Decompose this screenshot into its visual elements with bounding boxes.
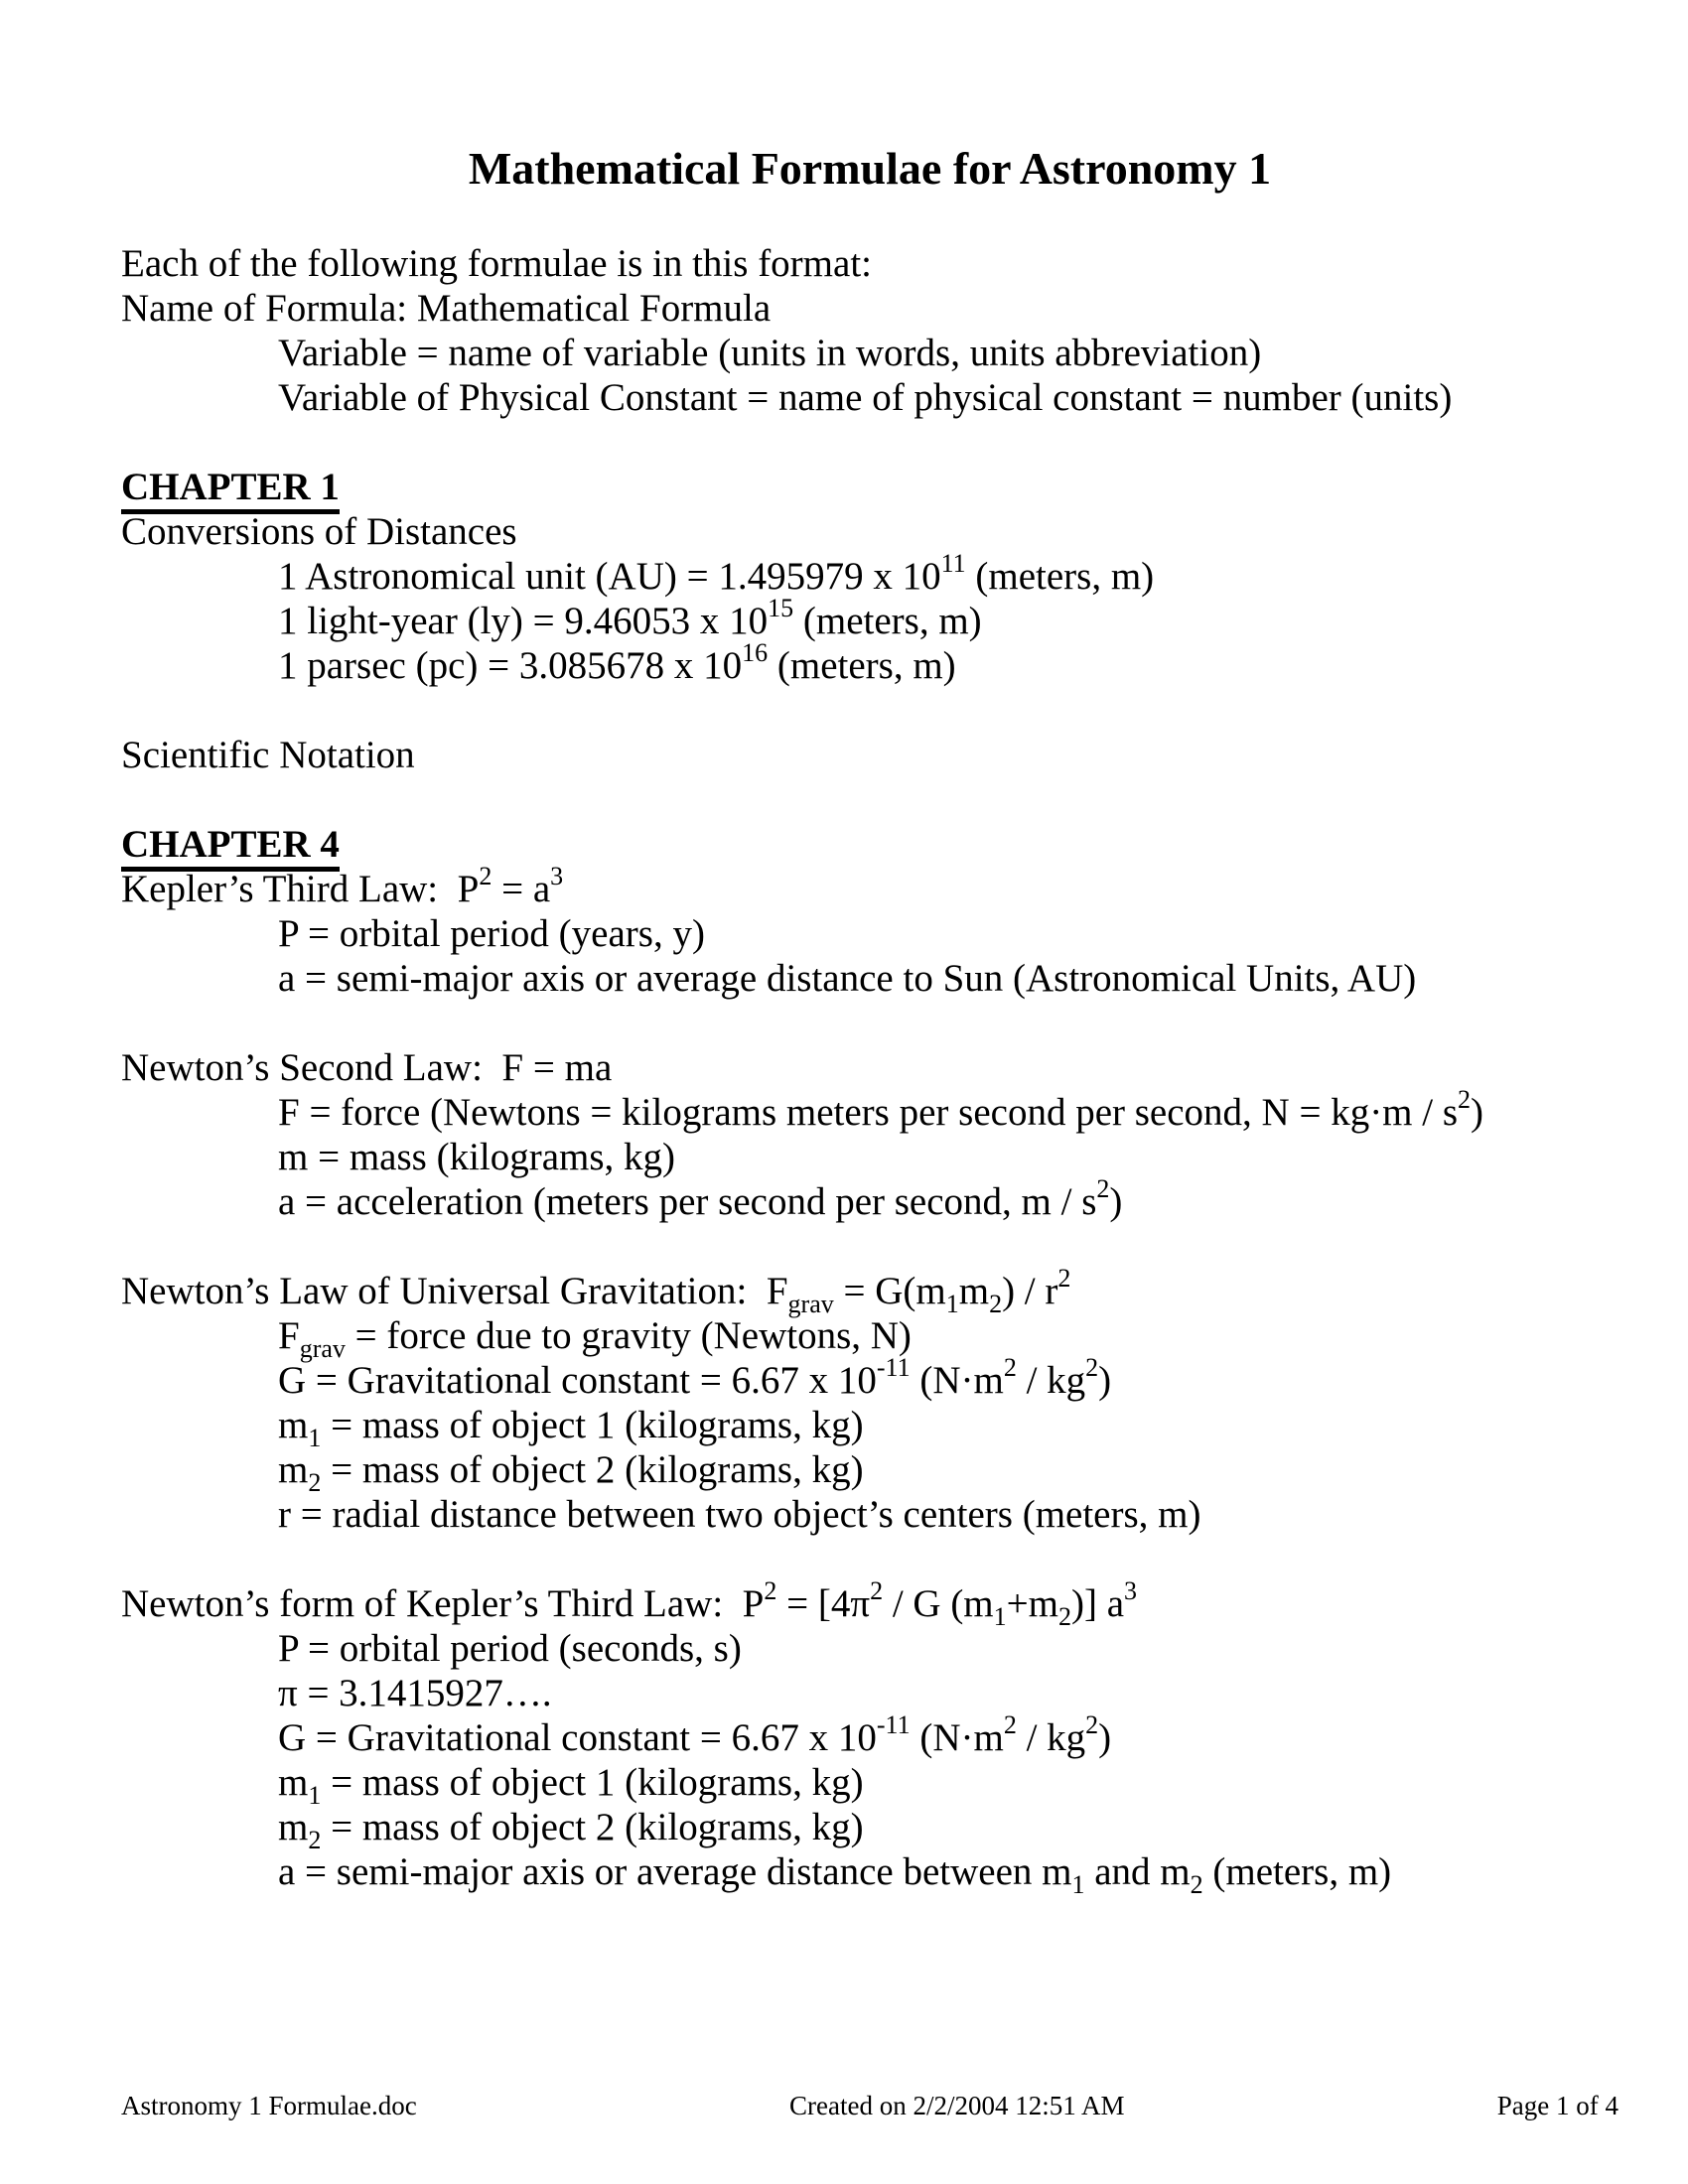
text-line xyxy=(121,1174,1618,1224)
text-run: m xyxy=(278,1806,309,1848)
text-run: (meters, m) xyxy=(965,555,1155,598)
text-run: 1 Astronomical unit (AU) = 1.495979 x 10 xyxy=(278,555,941,598)
chapter-heading xyxy=(121,822,1618,867)
text-run: = G(m xyxy=(833,1270,946,1312)
subscript: 1 xyxy=(1071,1870,1085,1899)
subscript: 1 xyxy=(308,1781,322,1810)
text-line xyxy=(121,1135,1618,1179)
text-line xyxy=(121,1671,1618,1715)
text-line xyxy=(121,1849,1618,1899)
subscript: grav xyxy=(787,1290,834,1318)
text-run: a = semi-major axis or average distance between m xyxy=(278,1850,1072,1893)
text-line xyxy=(121,1313,1618,1363)
text-run: / kg xyxy=(1016,1359,1086,1402)
text-run: a = semi-major axis or average distance to Sun (Astronomical Units, AU) xyxy=(278,957,1417,1000)
text-run: Name of Formula: Mathematical Formula xyxy=(121,287,772,330)
paragraph xyxy=(121,509,1618,688)
text-line xyxy=(121,549,1618,599)
text-line xyxy=(121,1805,1618,1854)
text-run: Variable of Physical Constant = name of physical constant = number (units) xyxy=(278,376,1453,419)
text-line xyxy=(121,375,1618,420)
paragraph xyxy=(121,733,1618,777)
text-run: Newton’s Second Law: F = ma xyxy=(121,1046,613,1089)
text-line xyxy=(121,331,1618,375)
text-run: G = Gravitational constant = 6.67 x 10 xyxy=(278,1716,877,1759)
text-run: ) xyxy=(1098,1359,1112,1402)
superscript: 2 xyxy=(1458,1085,1472,1114)
text-line xyxy=(121,1045,1618,1090)
subscript: 1 xyxy=(993,1602,1007,1631)
text-line xyxy=(121,1576,1618,1631)
superscript: 16 xyxy=(742,638,769,667)
text-run: F xyxy=(278,1314,300,1357)
text-run: m xyxy=(958,1270,990,1312)
text-line xyxy=(121,733,1618,777)
superscript: 2 xyxy=(870,1576,884,1605)
text-line xyxy=(121,1626,1618,1671)
text-run: P = orbital period (seconds, s) xyxy=(278,1627,742,1670)
superscript: 2 xyxy=(1003,1353,1017,1382)
text-run: P = orbital period (years, y) xyxy=(278,912,705,955)
subscript: 1 xyxy=(308,1424,322,1452)
text-line xyxy=(121,1353,1618,1403)
superscript: -11 xyxy=(876,1353,911,1382)
superscript: 2 xyxy=(1003,1710,1017,1739)
text-run: / G (m xyxy=(883,1582,994,1625)
subscript: 2 xyxy=(1057,1602,1071,1631)
superscript: 2 xyxy=(1096,1174,1110,1203)
text-run: 1 parsec (pc) = 3.085678 x 10 xyxy=(278,644,743,687)
subscript: 2 xyxy=(989,1290,1003,1318)
superscript: 2 xyxy=(764,1576,777,1605)
text-run: = force due to gravity (Newtons, N) xyxy=(345,1314,912,1357)
text-run: m xyxy=(278,1761,309,1804)
text-line xyxy=(121,1710,1618,1760)
paragraph xyxy=(121,1045,1618,1224)
text-run: Newton’s form of Kepler’s Third Law: P xyxy=(121,1582,765,1625)
text-run: ) xyxy=(1098,1716,1112,1759)
text-run: m xyxy=(278,1404,309,1446)
text-line xyxy=(121,286,1618,331)
text-line xyxy=(121,594,1618,643)
text-run: G = Gravitational constant = 6.67 x 10 xyxy=(278,1359,877,1402)
text-run: )] a xyxy=(1070,1582,1125,1625)
paragraph xyxy=(121,1264,1618,1537)
subscript: 2 xyxy=(308,1468,322,1497)
text-line xyxy=(121,956,1618,1001)
paragraph xyxy=(121,1576,1618,1899)
footer-filename: Astronomy 1 Formulae.doc xyxy=(121,2091,417,2120)
text-run: = mass of object 2 (kilograms, kg) xyxy=(321,1448,864,1491)
text-run: = mass of object 2 (kilograms, kg) xyxy=(321,1806,864,1848)
text-run: ) xyxy=(1109,1180,1123,1223)
subscript: 2 xyxy=(308,1826,322,1854)
text-run: (meters, m) xyxy=(1202,1850,1392,1893)
paragraph xyxy=(121,862,1618,1001)
superscript: 2 xyxy=(1085,1710,1099,1739)
text-run: ) / r xyxy=(1002,1270,1058,1312)
text-line xyxy=(121,1447,1618,1497)
text-line xyxy=(121,1760,1618,1810)
text-line xyxy=(121,1264,1618,1318)
superscript: -11 xyxy=(876,1710,911,1739)
text-run: / kg xyxy=(1016,1716,1086,1759)
text-run: = [4π xyxy=(776,1582,871,1625)
text-run: Variable = name of variable (units in words, units abbreviation) xyxy=(278,332,1262,374)
text-run: m xyxy=(278,1448,309,1491)
superscript: 3 xyxy=(1124,1576,1138,1605)
footer-created-timestamp: Created on 2/2/2004 12:51 AM xyxy=(789,2091,1125,2120)
text-line xyxy=(121,1085,1618,1135)
text-run: = mass of object 1 (kilograms, kg) xyxy=(321,1761,864,1804)
superscript: 15 xyxy=(768,594,794,622)
page-footer xyxy=(121,2090,1618,2122)
text-line xyxy=(121,911,1618,956)
subscript: 2 xyxy=(1190,1870,1203,1899)
text-line xyxy=(121,509,1618,554)
text-run: 1 light-year (ly) = 9.46053 x 10 xyxy=(278,600,769,642)
text-run: ) xyxy=(1471,1091,1484,1134)
paragraph xyxy=(121,241,1618,420)
text-run: (meters, m) xyxy=(768,644,956,687)
text-run: = a xyxy=(492,868,551,910)
text-run: = mass of object 1 (kilograms, kg) xyxy=(321,1404,864,1446)
text-run: (meters, m) xyxy=(793,600,982,642)
text-line xyxy=(121,1403,1618,1452)
text-run: and m xyxy=(1084,1850,1191,1893)
text-run: +m xyxy=(1006,1582,1058,1625)
document-body xyxy=(121,241,1618,1899)
text-line xyxy=(121,1492,1618,1537)
text-run: r = radial distance between two object’s centers (meters, m) xyxy=(278,1493,1201,1536)
chapter-heading-text: CHAPTER 4 xyxy=(121,823,340,872)
text-run: a = acceleration (meters per second per second, m / s xyxy=(278,1180,1097,1223)
chapter-heading xyxy=(121,465,1618,509)
chapter-heading-text: CHAPTER 1 xyxy=(121,466,340,514)
text-run: Conversions of Distances xyxy=(121,510,517,553)
text-run: m = mass (kilograms, kg) xyxy=(278,1136,676,1178)
text-run: Scientific Notation xyxy=(121,734,415,776)
text-run: Newton’s Law of Universal Gravitation: F xyxy=(121,1270,788,1312)
subscript: 1 xyxy=(945,1290,959,1318)
text-line xyxy=(121,638,1618,688)
text-run: (N·m xyxy=(910,1716,1004,1759)
text-line xyxy=(121,862,1618,911)
superscript: 2 xyxy=(1085,1353,1099,1382)
text-run: Kepler’s Third Law: P xyxy=(121,868,480,910)
superscript: 2 xyxy=(479,862,492,890)
subscript: grav xyxy=(299,1334,346,1363)
text-line xyxy=(121,241,1618,286)
superscript: 11 xyxy=(940,549,966,578)
text-run: (N·m xyxy=(910,1359,1004,1402)
superscript: 3 xyxy=(550,862,564,890)
text-run: Each of the following formulae is in this format: xyxy=(121,242,872,285)
document-title: Mathematical Formulae for Astronomy 1 xyxy=(468,143,1272,194)
superscript: 2 xyxy=(1057,1264,1071,1293)
footer-page-number: Page 1 of 4 xyxy=(1496,2091,1618,2120)
text-run: π = 3.1415927…. xyxy=(278,1672,552,1714)
text-run: F = force (Newtons = kilograms meters per second per second, N = kg·m / s xyxy=(278,1091,1459,1134)
